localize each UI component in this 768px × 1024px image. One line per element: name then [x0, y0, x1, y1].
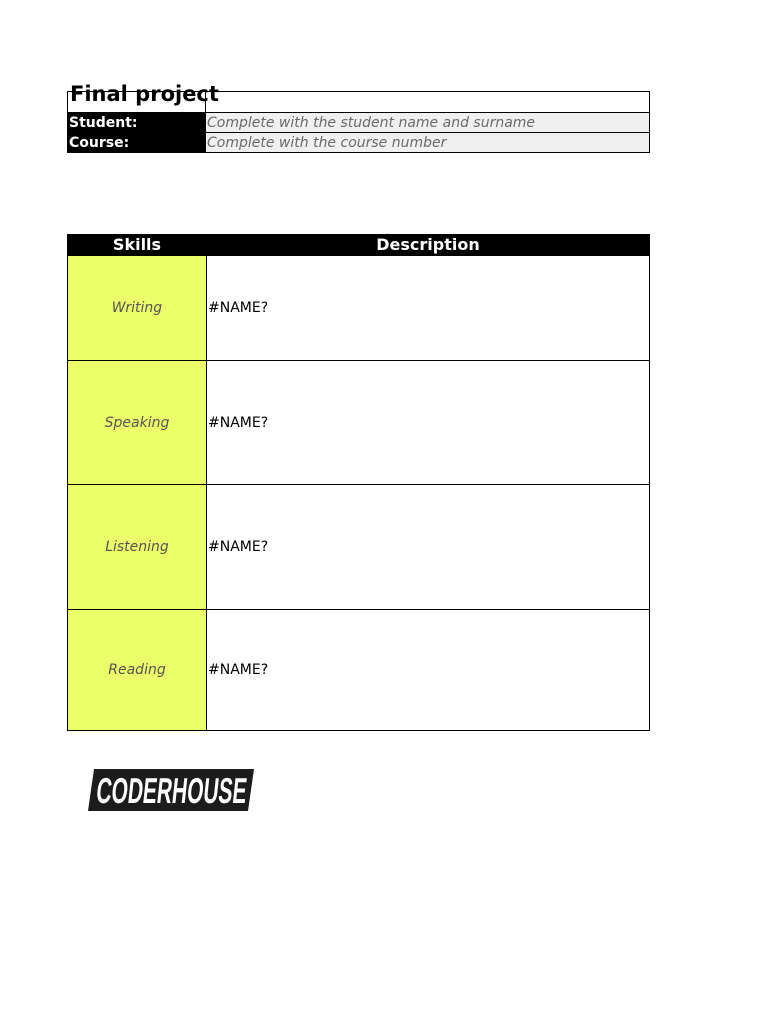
logo-text: CODERHOUSE [94, 770, 357, 811]
skills-column-header: Skills [68, 235, 207, 256]
student-field[interactable]: Complete with the student name and surname [206, 113, 650, 133]
table-row [68, 610, 650, 731]
skill-cell-writing[interactable]: Writing [68, 256, 207, 361]
title-cell[interactable] [68, 82, 219, 113]
course-row [68, 133, 650, 153]
header-table [67, 82, 650, 153]
description-column-header: Description [207, 235, 650, 256]
skill-cell-speaking[interactable]: Speaking [68, 361, 207, 485]
course-field[interactable]: Complete with the course number [206, 133, 650, 153]
table-row [68, 361, 650, 485]
course-label: Course: [68, 133, 206, 153]
skills-header-row [68, 235, 650, 256]
coderhouse-logo [88, 769, 357, 811]
skill-cell-reading[interactable]: Reading [68, 610, 207, 731]
title-blank-cell[interactable] [206, 92, 650, 113]
title-row [68, 92, 650, 113]
table-row [68, 485, 650, 610]
skills-table [67, 234, 650, 731]
table-row [68, 256, 650, 361]
description-cell-speaking[interactable]: #NAME? [207, 361, 650, 485]
student-label: Student: [68, 113, 206, 133]
skill-cell-listening[interactable]: Listening [68, 485, 207, 610]
student-row [68, 113, 650, 133]
description-cell-writing[interactable]: #NAME? [207, 256, 650, 361]
description-cell-reading[interactable]: #NAME? [207, 610, 650, 731]
page-title: Final project [70, 82, 219, 106]
description-cell-listening[interactable]: #NAME? [207, 485, 650, 610]
